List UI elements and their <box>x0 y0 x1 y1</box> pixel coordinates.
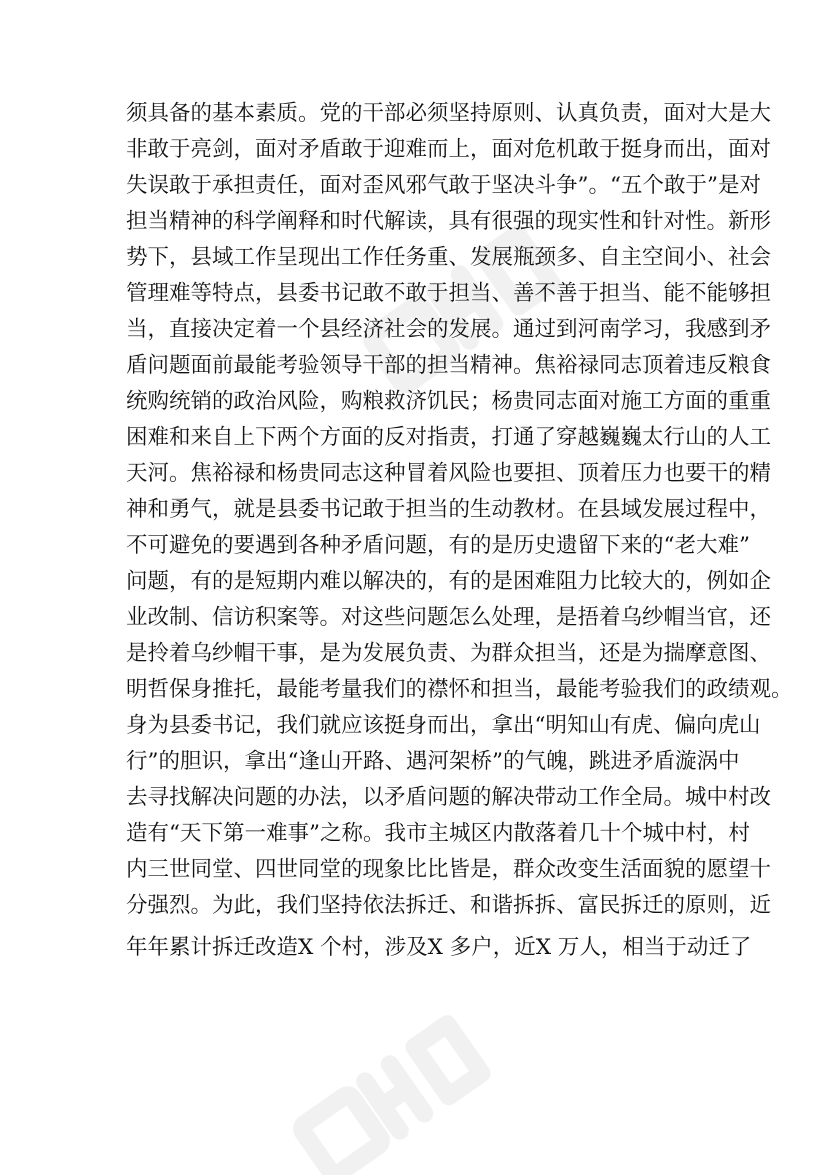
text-line: 业改制、信访积案等。对这些问题怎么处理，是捂着乌纱帽当官，还 <box>126 605 772 630</box>
text-line: 造有“天下第一难事”之称。我市主城区内散落着几十个城中村，村 <box>126 821 750 846</box>
text-line: 天河。焦裕禄和杨贵同志这种冒着风险也要担、顶着压力也要干的精 <box>126 461 772 486</box>
text-line: 困难和来自上下两个方面的反对指责，打通了穿越巍巍太行山的人工 <box>126 425 772 450</box>
text-line: 分强烈。为此，我们坚持依法拆迁、和谐拆拆、富民拆迁的原则，近 <box>126 893 772 918</box>
text-line: 年年累计拆迁改造X 个村，涉及X 多户，近X 万人，相当于动迁了 <box>126 935 752 960</box>
text-line: 当，直接决定着一个县经济社会的发展。通过到河南学习，我感到矛 <box>126 317 772 342</box>
text-line: 身为县委书记，我们就应该挺身而出，拿出“明知山有虎、偏向虎山 <box>126 713 761 738</box>
text-line: 内三世同堂、四世同堂的现象比比皆是，群众改变生活面貌的愿望十 <box>126 857 772 882</box>
text-line: 管理难等特点，县委书记敢不敢于担当、善不善于担当、能不能够担 <box>126 281 772 306</box>
text-line: 明哲保身推托，最能考量我们的襟怀和担当，最能考验我们的政绩观。 <box>126 677 793 702</box>
text-line: 须具备的基本素质。党的干部必须坚持原则、认真负责，面对大是大 <box>126 101 772 126</box>
text-line: 统购统销的政治风险，购粮救济饥民；杨贵同志面对施工方面的重重 <box>126 389 772 414</box>
text-line: 失误敢于承担责任，面对歪风邪气敢于坚决斗争”。“五个敢于”是对 <box>126 173 761 198</box>
text-line: 盾问题面前最能考验领导干部的担当精神。焦裕禄同志顶着违反粮食 <box>126 353 772 378</box>
text-line: 势下，县域工作呈现出工作任务重、发展瓶颈多、自主空间小、社会 <box>126 245 772 270</box>
text-line: 担当精神的科学阐释和时代解读，具有很强的现实性和针对性。新形 <box>126 209 772 234</box>
text-line: 不可避免的要遇到各种矛盾问题，有的是历史遗留下来的“老大难” <box>126 533 750 558</box>
text-line: 神和勇气，就是县委书记敢于担当的生动教材。在县域发展过程中， <box>126 497 772 522</box>
text-line: 是拎着乌纱帽干事，是为发展负责、为群众担当，还是为揣摩意图、 <box>126 641 772 666</box>
text-line: 非敢于亮剑，面对矛盾敢于迎难而上，面对危机敢于挺身而出，面对 <box>126 137 772 162</box>
text-line: 行”的胆识，拿出“逢山开路、遇河架桥”的气魄，跳进矛盾漩涡中 <box>126 749 740 774</box>
text-line: 去寻找解决问题的办法，以矛盾问题的解决带动工作全局。城中村改 <box>126 785 772 810</box>
text-line: 问题，有的是短期内难以解决的，有的是困难阻力比较大的，例如企 <box>126 569 772 594</box>
